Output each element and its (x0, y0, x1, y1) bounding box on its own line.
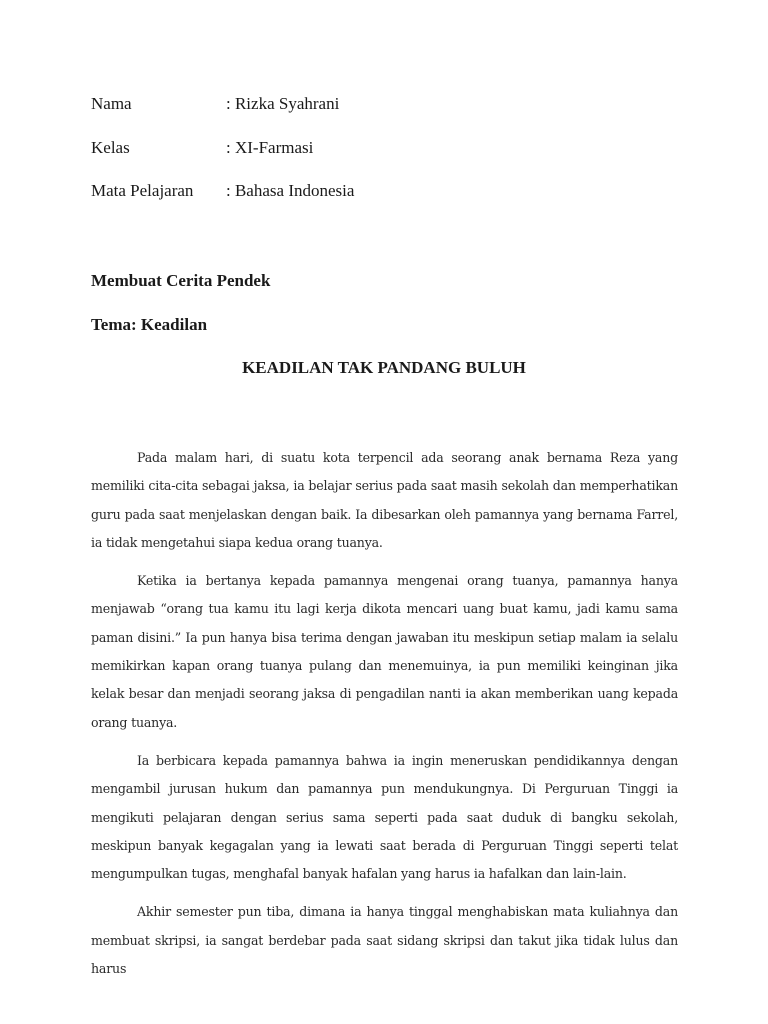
paragraph: Ketika ia bertanya kepada pamannya mengenai orang tuanya, pamannya hanya menjawab “orang tua kamu itu lagi kerja dikota mencari uang buat kamu, jadi kamu sama paman disini.” Ia pun hanya bisa terima dengan jawaban itu meskipun setiap malam ia selalu memikirkan kapan orang tuanya pulang dan menemuinya, ia pun memiliki keinginan jika kelak besar dan menjadi seorang jaksa di pengadilan nanti ia akan memberikan uang kepada orang tuanya. (91, 573, 678, 730)
name-row (91, 94, 339, 114)
story-title: KEADILAN TAK PANDANG BULUH (242, 358, 526, 377)
story-body (91, 444, 678, 993)
class-label: Kelas (91, 138, 130, 157)
subject-value: : Bahasa Indonesia (226, 181, 355, 200)
paragraph: Ia berbicara kepada pamannya bahwa ia ingin meneruskan pendidikannya dengan mengambil jurusan hukum dan pamannya pun mendukungnya. Di Perguruan Tinggi ia mengikuti pelajaran dengan serius sama seperti pada saat duduk di bangku sekolah, meskipun banyak kegagalan yang ia lewati saat berada di Perguruan Tinggi seperti telat mengumpulkan tugas, menghafal banyak hafalan yang harus ia hafalkan dan lain-lain. (91, 752, 678, 882)
name-value: : Rizka Syahrani (226, 94, 340, 113)
theme-heading: Tema: Keadilan (91, 315, 208, 334)
subject-label: Mata Pelajaran (91, 181, 194, 200)
subject-row (91, 181, 354, 201)
paragraph: Akhir semester pun tiba, dimana ia hanya tinggal menghabiskan mata kuliahnya dan membuat skripsi, ia sangat berdebar pada saat sidang skripsi dan takut jika tidak lulus dan harus (91, 904, 678, 977)
name-label: Nama (91, 94, 132, 113)
class-row (91, 138, 313, 158)
paragraph: Pada malam hari, di suatu kota terpencil ada seorang anak bernama Reza yang memiliki cita-cita sebagai jaksa, ia belajar serius pada saat masih sekolah dan memperhatikan guru pada saat menjelaskan dengan baik. Ia dibesarkan oleh pamannya yang bernama Farrel, ia tidak mengetahui siapa kedua orang tuanya. (91, 450, 678, 550)
assignment-heading: Membuat Cerita Pendek (91, 271, 271, 290)
class-value: : XI-Farmasi (226, 138, 314, 157)
